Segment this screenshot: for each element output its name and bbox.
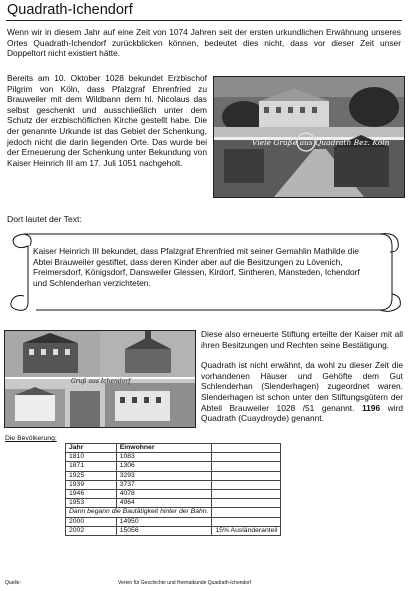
table-row <box>66 489 281 498</box>
right-paragraph-1: Diese also erneuerte Stiftung erteilte der Kaiser mit all ihren Besitzungen und Rechten seine Bestätigung. <box>201 329 403 350</box>
table-header-population: Einwohner <box>116 444 212 453</box>
table-row <box>66 471 281 480</box>
postcard-quadrath-caption: Viele Grüße aus Quadrath Bez. Köln <box>252 138 390 147</box>
table-cell-year: 1953 <box>66 499 117 508</box>
page-title: Quadrath-Ichendorf <box>7 2 133 18</box>
history-paragraph: Bereits am 10. Oktober 1028 bekundet Erzbischof Pilgrim von Köln, dass Pfalzgraf Ehrenfried zu Brauweiler mit dem Wildbann dem hl. Nicolaus das selbst geschenkt und ausschließlich unter dem Schutz der erzbischöflichen Kirche gestellt habe. Die der genannte Urkunde ist das Gebiet der Schenkung, jedoch nicht die darin liegenden Orte. Das wurde bei der Erneuerung der Schenkung unter Bekundung von Kaiser Heinrich III am 17. Juli 1051 nachgeholt. <box>7 73 207 168</box>
population-table <box>65 443 281 536</box>
table-cell-year: 1871 <box>66 462 117 471</box>
table-cell-extra <box>212 499 281 508</box>
table-row <box>66 453 281 462</box>
table-cell-extra: 15% Ausländeranteil <box>212 526 281 535</box>
table-header-extra <box>212 444 281 453</box>
table-cell-year: 1946 <box>66 489 117 498</box>
table-row <box>66 526 281 535</box>
right-paragraph-2-b: wird Quadrath (Cuaydroyde) genannt. <box>201 402 403 424</box>
table-cell-year: 1939 <box>66 480 117 489</box>
table-cell-extra <box>212 508 281 517</box>
table-cell-population: 3737 <box>116 480 212 489</box>
footer-organization: Verein für Geschichte und Heimatkunde Quadrath-Ichendorf <box>118 580 252 586</box>
table-row <box>66 517 281 526</box>
right-text <box>201 329 403 424</box>
postcard-quadrath <box>213 76 405 198</box>
right-paragraph-2-year: 1196 <box>361 402 381 413</box>
footer-source-label: Quelle: <box>5 580 21 586</box>
title-rule <box>6 20 402 21</box>
table-cell-population: 4078 <box>116 489 212 498</box>
table-row <box>66 499 281 508</box>
table-header-year: Jahr <box>66 444 117 453</box>
scroll-quote-text: Kaiser Heinrich III bekundet, dass Pfalzgraf Ehrenfried mit seiner Gemahlin Mathilde die Abtei Brauweiler gestiftet, dass deren Kinder aber auf die Besitzungen zu Lövenich, Freimersdorf, Königsdorf, Dansweiler Glessen, Kirdorf, Sintheren, Mansteden, Ichendorf und Schlenderhan verzichteten. <box>33 246 360 288</box>
table-note: Dann begann die Bautätigkeit hinter der Bahn. <box>66 508 212 517</box>
table-cell-population: 1306 <box>116 462 212 471</box>
table-cell-extra <box>212 517 281 526</box>
table-cell-year: 2000 <box>66 517 117 526</box>
table-cell-extra <box>212 453 281 462</box>
table-cell-population: 14950 <box>116 517 212 526</box>
table-cell-extra <box>212 480 281 489</box>
table-cell-year: 2002 <box>66 526 117 535</box>
table-cell-population: 4964 <box>116 499 212 508</box>
right-paragraph-2-a: Quadrath ist nicht erwähnt, da wohl zu dieser Zeit die vorhandenen Häuser und Gehöfte dem Gut Schlenderhan (Slenderhagen) zugeordnet waren. Slenderhagen ist schon unter den Stiftungsgütern der Abteil Brauweiler 1028 /51 genannt. <box>201 360 403 413</box>
table-cell-year: 1810 <box>66 453 117 462</box>
table-cell-population: 15056 <box>116 526 212 535</box>
table-cell-extra <box>212 471 281 480</box>
population-heading: Die Bevölkerung: <box>5 435 57 442</box>
table-row <box>66 462 281 471</box>
table-cell-population: 3293 <box>116 471 212 480</box>
table-row <box>66 480 281 489</box>
intro-paragraph: Wenn wir in diesem Jahr auf eine Zeit von 1074 Jahren seit der ersten urkundlichen Erwähnung unseres Ortes Quadrath-Ichendorf zurückblicken können, bedeutet dies nicht, dass vor dieser Zeit unser Doppeltort nicht existiert hätte. <box>7 27 401 59</box>
right-paragraph-2 <box>201 360 403 424</box>
table-cell-population: 1083 <box>116 453 212 462</box>
postcard-quadrath-image <box>214 77 404 197</box>
postcard-ichendorf <box>4 330 196 428</box>
table-header-row <box>66 444 281 453</box>
table-cell-year: 1925 <box>66 471 117 480</box>
table-note-row <box>66 508 281 517</box>
postcard-ichendorf-caption: Gruß aus Ichendorf <box>71 378 131 385</box>
quote-intro: Dort lautet der Text: <box>7 214 82 224</box>
table-cell-extra <box>212 489 281 498</box>
table-cell-extra <box>212 462 281 471</box>
